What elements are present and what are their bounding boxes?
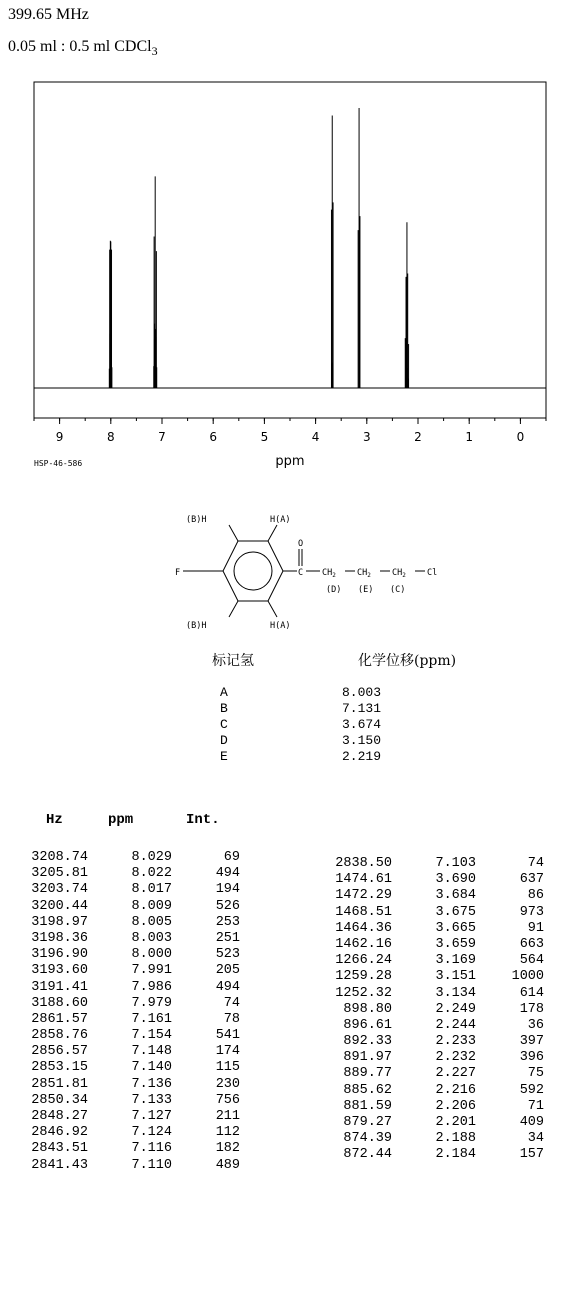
oxygen-label: O [298,539,304,549]
assignment-header-label: 标记氢 [212,653,254,669]
int-cell: 36 [527,1017,544,1033]
table-row [326,1115,544,1131]
hz-cell: 3191.41 [31,979,88,995]
ppm-cell: 7.148 [131,1044,172,1060]
hz-cell: 874.39 [343,1131,392,1147]
table-row [22,882,240,898]
hz-cell: 1474.61 [335,872,392,888]
peak-table-left [22,850,240,1174]
h-a-top-label: H(A) [270,515,291,525]
int-cell: 396 [519,1050,544,1066]
hz-cell: 889.77 [343,1066,392,1082]
ppm-cell: 2.249 [435,1001,476,1017]
hz-cell: 2853.15 [31,1060,88,1076]
int-cell: 494 [215,979,240,995]
table-row [326,1147,544,1163]
ppm-cell: 7.161 [131,1011,172,1027]
table-row [326,1050,544,1066]
assignment-label: A [220,685,228,700]
int-cell: 592 [519,1082,544,1098]
ppm-cell: 8.022 [131,866,172,882]
table-row [22,1158,240,1174]
ppm-cell: 2.227 [435,1066,476,1082]
x-tick-label: 1 [465,430,474,444]
hz-cell: 1472.29 [335,888,392,904]
x-tick-label: 7 [158,430,166,444]
int-cell: 69 [223,850,240,865]
table-row [326,888,544,904]
ppm-cell: 2.232 [435,1050,476,1066]
ppm-cell: 8.005 [131,914,172,930]
x-tick-label: 3 [362,430,371,444]
hz-cell: 1259.28 [335,969,392,985]
col-header-hz: Hz [46,812,63,828]
int-cell: 526 [215,898,240,914]
ppm-cell: 3.659 [435,936,476,952]
carbon-label: C [298,568,304,578]
chlorine-label: Cl [427,568,438,578]
assignment-labels [220,685,228,765]
hz-cell: 2856.57 [31,1044,88,1060]
table-row [22,980,240,996]
int-cell: 115 [215,1060,240,1076]
int-cell: 663 [519,936,544,952]
assignment-shift: 3.150 [342,733,382,748]
fluorine-label: F [175,568,181,578]
hz-cell: 2848.27 [31,1109,88,1124]
hz-cell: 896.61 [343,1017,392,1033]
hz-cell: 2851.81 [31,1076,88,1092]
table-row [22,1060,240,1076]
ppm-cell: 2.184 [435,1147,476,1163]
table-row [22,1044,240,1060]
hz-cell: 2861.57 [31,1011,88,1027]
table-row [326,986,544,1002]
hz-cell: 881.59 [343,1098,392,1114]
table-row [22,963,240,979]
ppm-cell: 2.244 [435,1017,476,1033]
hz-cell: 3198.36 [31,930,88,946]
bond-ha-bot [268,601,277,617]
ppm-cell: 2.233 [435,1034,476,1050]
table-row [326,856,544,872]
int-cell: 1000 [511,969,544,985]
frequency-label: 399.65 MHz [8,6,89,23]
ppm-cell: 7.116 [131,1141,172,1157]
int-cell: 74 [223,995,240,1011]
sample-subscript: 3 [151,44,158,59]
assignment-label: B [220,701,228,716]
int-cell: 494 [215,866,240,882]
int-cell: 397 [519,1034,544,1050]
table-row [22,947,240,963]
ppm-cell: 8.000 [131,947,172,963]
ppm-cell: 7.127 [131,1109,172,1124]
spectrum-code: HSP-46-586 [34,459,83,468]
hz-cell: 2846.92 [31,1125,88,1141]
table-row [22,1012,240,1028]
hz-cell: 3196.90 [31,947,88,963]
assignment-shift: 7.131 [342,701,382,716]
hz-cell: 3208.74 [31,850,88,865]
bond-hb-top [229,525,238,541]
hz-cell: 3193.60 [31,963,88,979]
table-row [22,931,240,947]
chemical-structure [175,515,437,631]
assignment-shift: 2.219 [342,749,382,764]
hz-cell: 1266.24 [335,953,392,969]
bond-ha-top [268,525,277,541]
ppm-cell: 7.991 [131,963,172,979]
ppm-cell: 2.206 [435,1098,476,1114]
int-cell: 253 [215,914,240,930]
ppm-cell: 7.133 [131,1092,172,1108]
int-cell: 74 [527,856,544,871]
hz-cell: 3188.60 [31,995,88,1011]
ppm-cell: 7.103 [435,856,476,871]
int-cell: 182 [215,1141,240,1157]
ppm-cell: 3.690 [435,872,476,888]
x-tick-label: 0 [516,430,525,444]
peak-series [109,108,408,388]
int-cell: 91 [527,920,544,936]
benzene-ring [223,541,283,601]
ch2-e-label: $CH_2$ [357,568,371,579]
hz-cell: 885.62 [343,1082,392,1098]
h-b-top-label: (B)H [186,515,207,525]
h-b-bot-label: (B)H [186,621,207,631]
h-a-bot-label: H(A) [270,621,291,631]
bond-hb-bot [229,601,238,617]
int-cell: 756 [215,1092,240,1108]
int-cell: 178 [519,1001,544,1017]
ppm-cell: 3.169 [435,953,476,969]
ppm-cell: 7.986 [131,979,172,995]
peak-table-right [326,856,544,1164]
assignment-shift: 8.003 [342,685,382,700]
x-axis-label: ppm [275,454,305,469]
hz-cell: 1252.32 [335,985,392,1001]
int-cell: 637 [519,872,544,888]
hz-cell: 2838.50 [335,856,392,871]
ch2-c-label: $CH_2$ [392,568,406,579]
ppm-cell: 2.188 [435,1131,476,1147]
table-row [22,1109,240,1125]
x-tick-label: 9 [55,430,64,444]
aromatic-circle [234,552,272,590]
assignment-shifts [342,685,381,765]
int-cell: 75 [527,1066,544,1082]
table-row [326,1002,544,1018]
table-row [326,1066,544,1082]
x-tick-label: 2 [414,430,422,444]
table-row [326,1083,544,1099]
assignment-label: E [220,749,228,764]
assignment-shift: 3.674 [342,717,382,732]
ppm-cell: 3.134 [435,985,476,1001]
table-row [22,1093,240,1109]
ppm-cell: 7.979 [131,995,172,1011]
hz-cell: 891.97 [343,1050,392,1066]
table-row [22,866,240,882]
ppm-cell: 3.665 [435,920,476,936]
hz-cell: 3203.74 [31,882,88,898]
table-row [326,1099,544,1115]
ppm-cell: 8.009 [131,898,172,914]
table-row [22,1141,240,1157]
hz-cell: 892.33 [343,1034,392,1050]
table-row [326,937,544,953]
x-axis [34,418,546,444]
hz-cell: 872.44 [343,1147,392,1163]
table-row [22,1028,240,1044]
x-tick-label: 4 [311,430,320,444]
int-cell: 409 [519,1115,544,1130]
assignment-label: C [220,717,228,732]
int-cell: 34 [527,1131,544,1147]
hz-cell: 1462.16 [335,936,392,952]
hz-cell: 898.80 [343,1001,392,1017]
int-cell: 78 [223,1011,240,1027]
int-cell: 205 [215,963,240,979]
x-tick-label: 5 [260,430,269,444]
table-row [22,996,240,1012]
hz-cell: 2841.43 [31,1157,88,1173]
hz-cell: 2850.34 [31,1092,88,1108]
table-row [326,1018,544,1034]
ppm-cell: 8.003 [131,930,172,946]
int-cell: 174 [215,1044,240,1060]
hz-cell: 3200.44 [31,898,88,914]
assignment-label: D [220,733,228,748]
int-cell: 230 [215,1076,240,1092]
int-cell: 211 [215,1109,240,1124]
int-cell: 973 [519,904,544,920]
ppm-cell: 3.151 [435,969,476,985]
table-row [326,872,544,888]
x-tick-label: 8 [106,430,115,444]
ppm-cell: 8.017 [131,882,172,898]
int-cell: 251 [215,930,240,946]
int-cell: 112 [215,1125,240,1141]
ppm-cell: 2.201 [435,1115,476,1130]
table-row [22,1125,240,1141]
ch2-d-label: $CH_2$ [322,568,336,579]
x-tick-label: 6 [209,430,218,444]
ppm-cell: 7.154 [131,1028,172,1044]
hz-cell: 1464.36 [335,920,392,936]
ppm-cell: 7.140 [131,1060,172,1076]
int-cell: 523 [215,947,240,963]
ppm-cell: 3.675 [435,904,476,920]
table-row [326,905,544,921]
table-row [22,1077,240,1093]
ppm-cell: 8.029 [131,850,172,865]
col-header-ppm: ppm [108,812,134,828]
table-row [22,915,240,931]
int-cell: 489 [215,1157,240,1173]
hz-cell: 1468.51 [335,904,392,920]
int-cell: 614 [519,985,544,1001]
int-cell: 86 [527,888,544,904]
hz-cell: 879.27 [343,1115,392,1130]
label-d: (D) [326,585,342,595]
ppm-cell: 2.216 [435,1082,476,1098]
ppm-cell: 7.124 [131,1125,172,1141]
int-cell: 541 [215,1028,240,1044]
col-header-int: Int. [186,812,220,828]
table-row [22,899,240,915]
table-row [326,1034,544,1050]
int-cell: 564 [519,953,544,969]
int-cell: 71 [527,1098,544,1114]
label-c: (C) [390,585,406,595]
hz-cell: 2843.51 [31,1141,88,1157]
table-row [326,1131,544,1147]
table-row [326,921,544,937]
int-cell: 157 [519,1147,544,1163]
hz-cell: 3198.97 [31,914,88,930]
ppm-cell: 3.684 [435,888,476,904]
table-row [22,850,240,866]
hz-cell: 3205.81 [31,866,88,882]
table-row [326,953,544,969]
ppm-cell: 7.136 [131,1076,172,1092]
label-e: (E) [358,585,374,595]
sample-text: 0.05 ml : 0.5 ml CDCl [8,38,152,55]
hz-cell: 2858.76 [31,1028,88,1044]
ppm-cell: 7.110 [131,1157,172,1173]
table-row [326,969,544,985]
int-cell: 194 [215,882,240,898]
assignment-header-shift: 化学位移(ppm) [358,653,457,669]
